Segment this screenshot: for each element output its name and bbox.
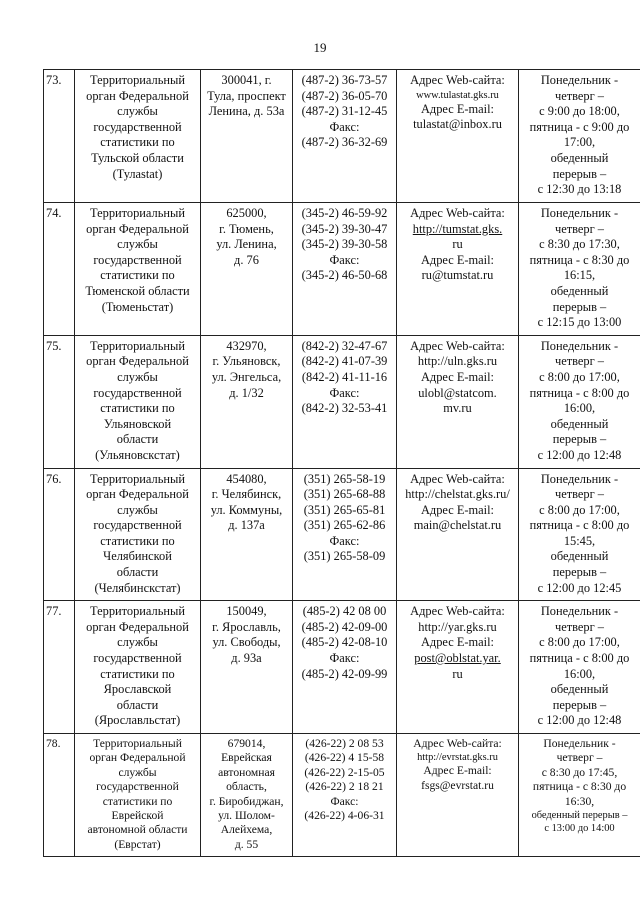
web-contacts-line: www.tulastat.gks.ru	[416, 89, 499, 101]
postal-address-line: 432970,	[226, 338, 267, 353]
postal-address-line: ул. Ленина,	[216, 237, 277, 252]
organization-name-line: орган Федеральной	[86, 619, 189, 634]
phone-numbers-line: (426-22) 2-15-05	[304, 765, 385, 779]
working-hours-line: четверг –	[555, 619, 604, 634]
phone-numbers-line: (345-2) 39-30-58	[301, 237, 388, 252]
organization-name-line: (Тюменьстат)	[101, 299, 174, 314]
row-number: 76.	[44, 468, 75, 601]
phone-numbers-line: (485-2) 42-09-99	[301, 666, 388, 681]
postal-address-line: Еврейская	[221, 751, 272, 765]
postal-address-line: ул. Энгельса,	[211, 369, 282, 384]
working-hours-line: перерыв –	[552, 432, 607, 447]
working-hours-line: 16:15,	[563, 268, 596, 283]
organization-name	[75, 601, 201, 734]
postal-address	[201, 468, 293, 601]
working-hours-line: Понедельник -	[540, 338, 619, 353]
working-hours-line: с 9:00 до 18:00,	[539, 104, 620, 119]
web-contacts-line: Адрес E-mail:	[420, 502, 494, 517]
web-contacts-line: Адрес Web-сайта:	[410, 73, 505, 87]
organization-name-line: службы	[118, 765, 157, 779]
web-contacts-line: Адрес Web-сайта:	[410, 471, 505, 486]
phone-numbers-line: Факс:	[329, 119, 360, 134]
web-contacts-line: ru@tumstat.ru	[421, 268, 494, 283]
organization-name	[75, 468, 201, 601]
web-contacts-line: Адрес E-mail:	[420, 369, 494, 384]
phone-numbers-line: Факс:	[329, 651, 360, 666]
working-hours	[519, 70, 640, 203]
row-number: 73.	[44, 70, 75, 203]
organization-name-line: службы	[117, 237, 158, 252]
organization-name-line: орган Федеральной	[86, 221, 189, 236]
working-hours	[519, 468, 640, 601]
working-hours-line: пятница - с 8:30 до	[529, 252, 630, 267]
phone-numbers-line: (426-22) 4-06-31	[304, 809, 385, 823]
web-contacts-line: http://chelstat.gks.ru/	[405, 487, 510, 502]
working-hours-line: пятница - с 8:00 до	[529, 651, 630, 666]
phone-numbers-line: (842-2) 32-47-67	[301, 338, 388, 353]
organization-name-line: статистики по	[102, 794, 173, 808]
working-hours	[519, 601, 640, 734]
table-row	[44, 203, 640, 336]
phone-numbers-line: (842-2) 32-53-41	[301, 401, 388, 416]
working-hours-line: с 13:00 до 14:00	[544, 823, 615, 835]
postal-address	[201, 203, 293, 336]
postal-address-line: ул. Коммуны,	[210, 502, 283, 517]
working-hours-line: Понедельник -	[540, 206, 619, 220]
postal-address-line: д. 55	[234, 837, 259, 851]
working-hours-line: 17:00,	[563, 135, 596, 150]
organization-name-line: орган Федеральной	[86, 88, 189, 103]
postal-address-line: д. 137а	[228, 518, 265, 533]
web-contacts	[397, 734, 519, 857]
table-row	[44, 468, 640, 601]
working-hours-line: четверг –	[556, 751, 603, 765]
phone-numbers-line: (426-22) 2 18 21	[305, 780, 384, 794]
organization-name-line: автономной области	[87, 823, 188, 837]
web-contacts-line: Адрес Web-сайта:	[410, 604, 505, 619]
working-hours-line: обеденный перерыв –	[531, 810, 628, 822]
postal-address-line: д. 93а	[231, 651, 262, 666]
postal-address-line: ул. Шолом-	[218, 809, 275, 823]
organization-name-line: государственной	[93, 651, 182, 666]
working-hours-line: обеденный	[550, 549, 609, 564]
organization-name-line: Ярославской	[103, 682, 172, 697]
working-hours-line: четверг –	[555, 88, 604, 103]
organization-name-line: Челябинской	[103, 549, 172, 564]
organization-name-line: статистики по	[100, 533, 175, 548]
organization-name	[75, 203, 201, 336]
working-hours-line: с 8:30 до 17:30,	[539, 237, 620, 252]
organization-name-line: службы	[117, 635, 158, 650]
organization-name-line: государственной	[93, 119, 182, 134]
working-hours-line: с 12:30 до 13:18	[537, 182, 622, 197]
organization-name-line: службы	[117, 369, 158, 384]
table-row	[44, 601, 640, 734]
phone-numbers-line: (487-2) 36-73-57	[301, 73, 388, 87]
organization-name-line: Территориальный	[90, 471, 185, 486]
organization-name-line: области	[116, 697, 159, 712]
web-contacts-line: http://evrstat.gks.ru	[417, 752, 498, 764]
working-hours-line: 15:45,	[563, 533, 596, 548]
working-hours-line: пятница - с 9:00 до	[529, 119, 630, 134]
phone-numbers-line: (345-2) 46-50-68	[301, 268, 388, 283]
working-hours-line: обеденный	[550, 682, 609, 697]
phone-numbers-line: Факс:	[329, 385, 360, 400]
organization-name-line: Тюменской области	[85, 283, 190, 298]
postal-address-line: 454080,	[226, 471, 267, 486]
web-contacts-line: http://tumstat.gks.	[412, 221, 503, 236]
working-hours-line: Понедельник -	[540, 73, 619, 87]
row-number: 74.	[44, 203, 75, 336]
phone-numbers	[293, 70, 397, 203]
phone-numbers-line: (351) 265-58-09	[303, 549, 386, 564]
postal-address-line: д. 1/32	[229, 385, 264, 400]
web-contacts-line: Адрес E-mail:	[420, 252, 494, 267]
organization-name-line: службы	[117, 104, 158, 119]
working-hours-line: обеденный	[550, 416, 609, 431]
phone-numbers	[293, 468, 397, 601]
working-hours-line: Понедельник -	[540, 471, 619, 486]
working-hours	[519, 734, 640, 857]
postal-address-line: г. Ульяновск,	[212, 354, 281, 369]
web-contacts-line: Адрес E-mail:	[420, 635, 494, 650]
working-hours-line: Понедельник -	[540, 604, 619, 619]
row-number: 77.	[44, 601, 75, 734]
web-contacts-line: Адрес E-mail:	[423, 764, 492, 778]
working-hours-line: с 8:00 до 17:00,	[539, 369, 620, 384]
organization-name-line: государственной	[96, 780, 179, 794]
phone-numbers-line: (351) 265-62-86	[303, 518, 386, 533]
phone-numbers-line: (426-22) 2 08 53	[305, 737, 384, 750]
postal-address-line: 150049,	[226, 604, 267, 619]
phone-numbers-line: (487-2) 36-32-69	[301, 135, 388, 150]
organization-name-line: (Ульяновскстат)	[95, 447, 180, 462]
organization-name-line: статистики по	[100, 666, 175, 681]
web-contacts-line: Адрес Web-сайта:	[413, 737, 502, 750]
offices-table-body	[44, 70, 640, 857]
organization-name-line: Территориальный	[90, 604, 185, 619]
web-contacts-line: Адрес E-mail:	[420, 101, 494, 116]
working-hours-line: 16:00,	[563, 401, 596, 416]
phone-numbers	[293, 601, 397, 734]
web-contacts-line: http://uln.gks.ru	[417, 354, 498, 369]
web-contacts-line: http://yar.gks.ru	[418, 619, 497, 634]
phone-numbers-line: (487-2) 31-12-45	[301, 104, 388, 119]
organization-name-line: Территориальный	[90, 206, 185, 220]
postal-address-line: г. Челябинск,	[211, 487, 282, 502]
working-hours-line: Понедельник -	[543, 737, 616, 750]
offices-table	[43, 69, 640, 857]
working-hours-line: перерыв –	[552, 166, 607, 181]
phone-numbers-line: (426-22) 4 15-58	[304, 751, 385, 765]
web-contacts-line: ru	[452, 237, 463, 252]
postal-address-line: 625000,	[226, 206, 267, 220]
postal-address-line: Ленина, д. 53а	[208, 104, 285, 119]
postal-address-line: ул. Свободы,	[212, 635, 281, 650]
phone-numbers-line: (842-2) 41-11-16	[301, 369, 388, 384]
working-hours-line: четверг –	[555, 221, 604, 236]
postal-address-line: Тула, проспект	[207, 88, 286, 103]
organization-name-line: статистики по	[100, 135, 175, 150]
phone-numbers-line: Факс:	[330, 794, 359, 808]
working-hours-line: перерыв –	[552, 299, 607, 314]
postal-address-line: г. Биробиджан,	[209, 794, 284, 808]
web-contacts	[397, 203, 519, 336]
working-hours-line: с 8:00 до 17:00,	[539, 502, 620, 517]
web-contacts-line: mv.ru	[443, 401, 472, 416]
web-contacts-line: main@chelstat.ru	[413, 518, 502, 533]
postal-address-line: 300041, г.	[221, 73, 272, 87]
organization-name-line: орган Федеральной	[86, 487, 189, 502]
working-hours-line: с 12:00 до 12:48	[537, 713, 622, 728]
organization-name-line: орган Федеральной	[86, 354, 189, 369]
organization-name-line: области	[116, 432, 159, 447]
row-number: 78.	[44, 734, 75, 857]
working-hours-line: четверг –	[555, 354, 604, 369]
organization-name-line: государственной	[93, 385, 182, 400]
working-hours	[519, 335, 640, 468]
postal-address-line: д. 76	[234, 252, 259, 267]
organization-name-line: Еврейской	[111, 809, 164, 823]
organization-name-line: Ульяновской	[103, 416, 172, 431]
web-contacts	[397, 601, 519, 734]
phone-numbers-line: (351) 265-58-19	[303, 471, 386, 486]
organization-name-line: (Тулastat)	[112, 166, 163, 181]
postal-address	[201, 734, 293, 857]
phone-numbers-line: (485-2) 42-08-10	[301, 635, 388, 650]
organization-name-line: службы	[117, 502, 158, 517]
organization-name-line: (Еврстат)	[114, 837, 161, 851]
phone-numbers-line: (487-2) 36-05-70	[301, 88, 388, 103]
working-hours	[519, 203, 640, 336]
web-contacts-line: ru	[452, 666, 463, 681]
postal-address-line: г. Ярославль,	[212, 619, 281, 634]
organization-name	[75, 70, 201, 203]
working-hours-line: с 12:00 до 12:48	[537, 447, 622, 462]
working-hours-line: с 12:00 до 12:45	[537, 580, 622, 595]
organization-name-line: государственной	[93, 252, 182, 267]
phone-numbers-line: Факс:	[329, 533, 360, 548]
phone-numbers-line: (351) 265-68-88	[303, 487, 386, 502]
postal-address	[201, 601, 293, 734]
working-hours-line: с 8:00 до 17:00,	[539, 635, 620, 650]
working-hours-line: обеденный	[550, 283, 609, 298]
table-row	[44, 70, 640, 203]
working-hours-line: с 12:15 до 13:00	[537, 315, 622, 330]
working-hours-line: пятница - с 8:00 до	[529, 518, 630, 533]
phone-numbers-line: (351) 265-65-81	[303, 502, 386, 517]
postal-address-line: 679014,	[227, 737, 266, 750]
postal-address-line: автономная	[218, 765, 275, 779]
organization-name-line: (Челябинскстат)	[94, 580, 181, 595]
phone-numbers	[293, 335, 397, 468]
postal-address-line: Алейхема,	[220, 823, 273, 837]
working-hours-line: 16:30,	[564, 794, 595, 808]
organization-name-line: статистики по	[100, 401, 175, 416]
phone-numbers-line: (842-2) 41-07-39	[301, 354, 388, 369]
organization-name-line: Территориальный	[90, 338, 185, 353]
web-contacts-line: Адрес Web-сайта:	[410, 338, 505, 353]
working-hours-line: пятница - с 8:30 до	[532, 780, 627, 794]
phone-numbers	[293, 734, 397, 857]
organization-name-line: Тульской области	[91, 150, 184, 165]
web-contacts	[397, 335, 519, 468]
postal-address-line: область,	[226, 780, 267, 794]
working-hours-line: четверг –	[555, 487, 604, 502]
web-contacts-line: fsgs@evrstat.ru	[421, 778, 494, 792]
organization-name-line: статистики по	[100, 268, 175, 283]
web-contacts	[397, 70, 519, 203]
table-row	[44, 335, 640, 468]
web-contacts	[397, 468, 519, 601]
organization-name-line: (Ярославльстат)	[94, 713, 181, 728]
working-hours-line: с 8:30 до 17:45,	[541, 765, 618, 779]
working-hours-line: 16:00,	[563, 666, 596, 681]
postal-address	[201, 70, 293, 203]
working-hours-line: обеденный	[550, 150, 609, 165]
organization-name-line: Территориальный	[93, 737, 182, 750]
phone-numbers-line: (345-2) 39-30-47	[301, 221, 388, 236]
organization-name	[75, 734, 201, 857]
web-contacts-line: ulobl@statcom.	[418, 385, 497, 400]
web-contacts-line: post@oblstat.yar.	[414, 651, 501, 666]
organization-name	[75, 335, 201, 468]
web-contacts-line: Адрес Web-сайта:	[410, 206, 505, 220]
phone-numbers-line: (345-2) 46-59-92	[301, 206, 388, 220]
phone-numbers-line: Факс:	[329, 252, 360, 267]
table-row	[44, 734, 640, 857]
organization-name-line: области	[116, 565, 159, 580]
phone-numbers-line: (485-2) 42 08 00	[302, 604, 387, 619]
organization-name-line: государственной	[93, 518, 182, 533]
working-hours-line: перерыв –	[552, 565, 607, 580]
working-hours-line: перерыв –	[552, 697, 607, 712]
postal-address-line: г. Тюмень,	[219, 221, 274, 236]
working-hours-line: пятница - с 8:00 до	[529, 385, 630, 400]
phone-numbers	[293, 203, 397, 336]
phone-numbers-line: (485-2) 42-09-00	[301, 619, 388, 634]
postal-address	[201, 335, 293, 468]
organization-name-line: орган Федеральной	[89, 751, 186, 765]
organization-name-line: Территориальный	[90, 73, 185, 87]
web-contacts-line: tulastat@inbox.ru	[413, 117, 502, 132]
row-number: 75.	[44, 335, 75, 468]
page-number: 19	[313, 40, 327, 55]
